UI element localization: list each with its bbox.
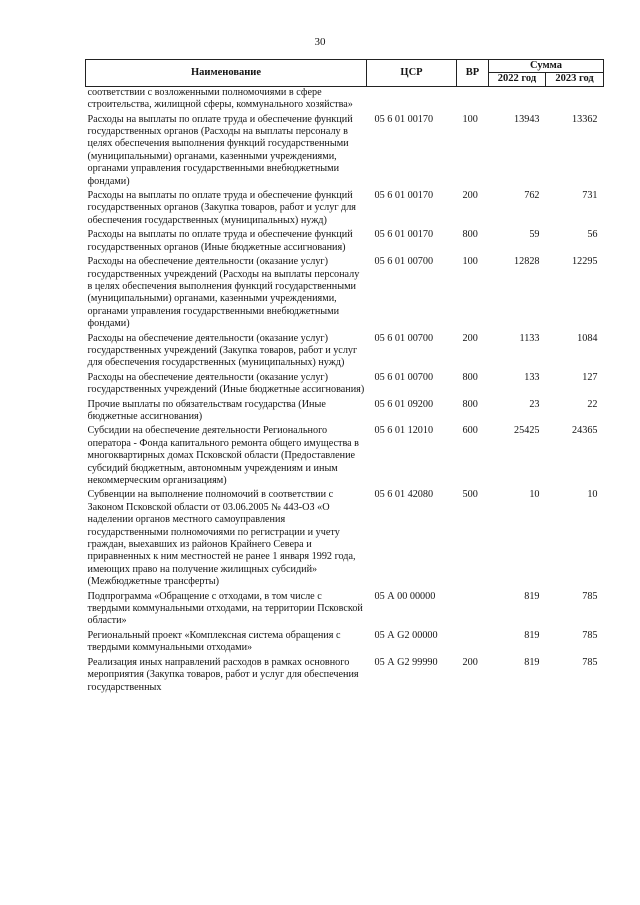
row-sum-2022: 12828: [514, 256, 540, 268]
row-name: Субсидии на обеспечение деятельности Регионального оператора - Фонда капитального ремонта общего имущества в многоквартирных домах Псковской области (Предоставление субсидий бюджетным, автономным учреждениям и иным некоммерческим организациям): [87, 425, 359, 486]
row-sum-2023: 12295: [572, 256, 598, 268]
row-name: Расходы на обеспечение деятельности (оказание услуг) государственных учреждений (Расходы на выплаты персоналу в целях обеспечения выполнения функций государственными (муниципальными) органами, казенными учреждениями, органами управления государственными внебюджетными фондами): [87, 256, 360, 330]
row-sum-2023: 10: [587, 489, 598, 501]
row-vr: [457, 630, 489, 657]
table-row: [86, 256, 604, 332]
row-csr: 05 6 01 00170: [374, 113, 434, 125]
row-name: Расходы на выплаты по оплате труда и обеспечение функций государственных органов (Расходы на выплаты персоналу в целях обеспечения выполнения функций государственными (муниципальными) органами, казенными учреждениями, органами управления государственными внебюджетными фондами): [87, 113, 353, 187]
row-csr: 05 А 00 00000: [374, 590, 436, 602]
budget-table: [85, 59, 604, 696]
row-vr: 200: [462, 656, 478, 668]
row-csr: 05 6 01 00170: [374, 229, 434, 241]
row-vr: 200: [462, 190, 478, 202]
row-sum-2022: 1133: [519, 332, 540, 344]
row-vr: 800: [462, 398, 478, 410]
row-name: Расходы на обеспечение деятельности (оказание услуг) государственных учреждений (Иные бюджетные ассигнования): [87, 371, 365, 396]
row-sum-2023: 127: [582, 371, 598, 383]
header-sum: Сумма: [489, 60, 604, 73]
row-vr: 100: [462, 113, 478, 125]
table-row: [86, 114, 604, 190]
header-year-2022: 2022 год: [489, 73, 546, 86]
table-row: [86, 372, 604, 399]
row-sum-2023: 785: [582, 656, 598, 668]
row-name: Реализация иных направлений расходов в рамках основного мероприятия (Закупка товаров, работ и услуг для обеспечения государственных: [87, 656, 359, 693]
row-sum-2022: [489, 86, 546, 113]
row-sum-2022: 819: [524, 629, 540, 641]
row-csr: 05 6 01 00700: [374, 332, 434, 344]
table-row: [86, 190, 604, 229]
row-sum-2023: [546, 86, 604, 113]
row-name: Расходы на выплаты по оплате труда и обеспечение функций государственных органов (Закупка товаров, работ и услуг для обеспечения государственных (муниципальных) нужд): [87, 190, 356, 226]
table-row: [86, 333, 604, 372]
row-csr: 05 А G2 99990: [374, 656, 438, 668]
header-year-2023: 2023 год: [546, 73, 604, 86]
row-name: Расходы на обеспечение деятельности (оказание услуг) государственных учреждений (Закупка товаров, работ и услуг для обеспечения государственных (муниципальных) нужд): [87, 332, 358, 369]
row-sum-2022: 762: [524, 190, 540, 202]
header-name: Наименование: [86, 60, 367, 87]
header-csr: ЦСР: [367, 60, 457, 87]
row-sum-2022: 133: [524, 371, 540, 383]
row-vr: 100: [462, 256, 478, 268]
row-sum-2022: 10: [529, 489, 540, 501]
table-row: [86, 86, 604, 113]
row-sum-2022: 23: [529, 398, 540, 410]
row-vr: [457, 86, 489, 113]
row-csr: 05 6 01 00170: [374, 190, 434, 202]
row-sum-2023: 731: [582, 190, 598, 202]
row-sum-2023: 785: [582, 629, 598, 641]
row-csr: 05 6 01 12010: [374, 425, 434, 437]
table-row: [86, 425, 604, 489]
row-csr: 05 6 01 00700: [374, 371, 434, 383]
row-vr: 500: [462, 489, 478, 501]
row-vr: 600: [462, 425, 478, 437]
row-vr: 800: [462, 229, 478, 241]
header-vr: ВР: [457, 60, 489, 87]
row-sum-2022: 59: [529, 229, 540, 241]
row-csr: 05 6 01 00700: [374, 256, 434, 268]
table-row: [86, 657, 604, 696]
row-csr: 05 6 01 42080: [374, 489, 434, 501]
row-name: Расходы на выплаты по оплате труда и обеспечение функций государственных органов (Иные бюджетные ассигнования): [87, 229, 353, 253]
row-name: Подпрограмма «Обращение с отходами, в том числе с твердыми коммунальными отходами, на территории Псковской области»: [87, 590, 363, 627]
row-sum-2023: 13362: [572, 113, 598, 125]
row-sum-2023: 1084: [577, 332, 598, 344]
row-name: Субвенции на выполнение полномочий в соответствии с Законом Псковской области от 03.06.2005 № 443-ОЗ «О наделении органов местного самоуправления государственными полномочиями по регистрации и учету граждан, выехавших из районов Крайнего Севера и приравненных к ним местностей не ранее 1 января 1992 года, имеющих право на получение жилищных субсидий» (Межбюджетные трансферты): [87, 489, 356, 588]
row-sum-2023: 24365: [572, 425, 598, 437]
table-row: [86, 229, 604, 256]
row-sum-2023: 22: [587, 398, 598, 410]
row-sum-2022: 25425: [514, 425, 540, 437]
row-csr: 05 6 01 09200: [374, 398, 434, 410]
row-name: Региональный проект «Комплексная система обращения с твердыми коммунальными отходами»: [87, 629, 341, 654]
row-vr: [457, 591, 489, 630]
table-row: [86, 399, 604, 426]
row-name: Прочие выплаты по обязательствам государства (Иные бюджетные ассигнования): [87, 398, 326, 422]
page-number: 30: [314, 36, 326, 48]
table-row: [86, 591, 604, 630]
row-sum-2022: 819: [524, 590, 540, 602]
row-sum-2023: 56: [587, 229, 598, 241]
row-sum-2022: 819: [524, 656, 540, 668]
row-name: соответствии с возложенными полномочиями в сфере строительства, жилищной сферы, коммунального хозяйства»: [87, 86, 353, 111]
row-vr: 200: [462, 332, 478, 344]
table-row: [86, 630, 604, 657]
row-csr: 05 А G2 00000: [374, 629, 438, 641]
row-sum-2022: 13943: [514, 113, 540, 125]
row-vr: 800: [462, 371, 478, 383]
row-csr: [367, 86, 457, 113]
table-row: [86, 489, 604, 590]
row-sum-2023: 785: [582, 590, 598, 602]
